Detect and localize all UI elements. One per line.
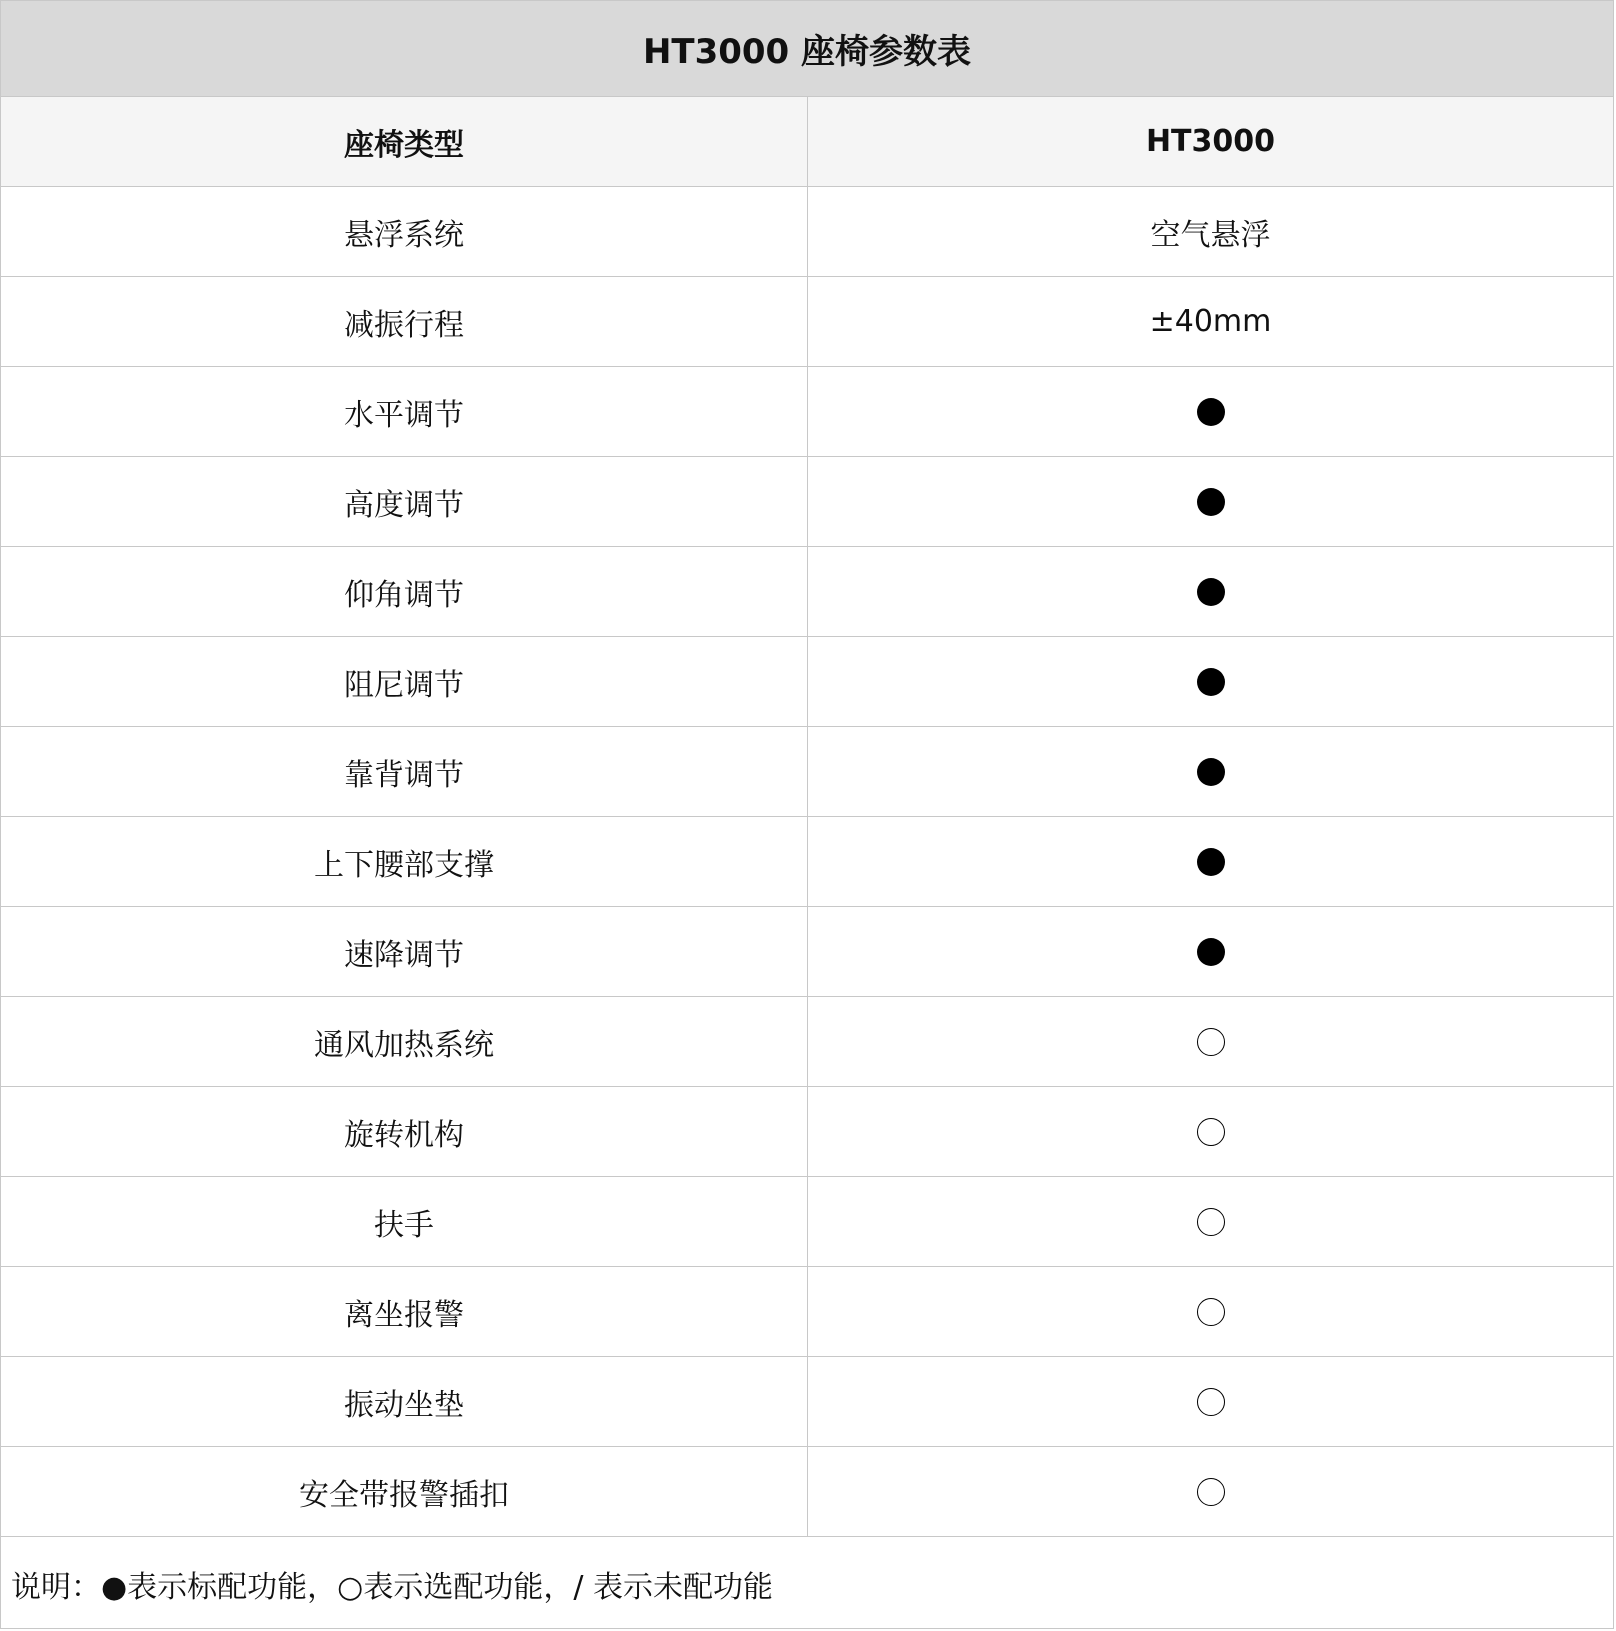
table-title: HT3000 座椅参数表 (1, 1, 1613, 97)
row-value (808, 1177, 1613, 1266)
table-row (1, 547, 1613, 637)
row-label: 离坐报警 (1, 1267, 808, 1356)
table-row (1, 907, 1613, 997)
row-label: 上下腰部支撑 (1, 817, 808, 906)
row-label: 阻尼调节 (1, 637, 808, 726)
row-value (808, 817, 1613, 906)
row-value (808, 1357, 1613, 1446)
row-value: ±40mm (1149, 304, 1272, 339)
header-value: HT3000 (1145, 124, 1276, 159)
table-row (1, 817, 1613, 907)
table-row (1, 277, 1613, 367)
row-value: 空气悬浮 (1150, 217, 1271, 253)
row-label: 安全带报警插扣 (1, 1447, 808, 1536)
table-row (1, 457, 1613, 547)
legend-note: 说明：●表示标配功能，○表示选配功能，/ 表示未配功能 (11, 1570, 773, 1605)
header-row (1, 97, 1613, 187)
row-label: 高度调节 (1, 457, 808, 546)
row-value (808, 997, 1613, 1086)
filled-circle-icon (1197, 578, 1225, 606)
filled-circle-icon (1197, 938, 1225, 966)
hollow-circle-icon (1197, 1028, 1225, 1056)
header-label: 座椅类型 (1, 97, 808, 186)
row-label: 旋转机构 (1, 1087, 808, 1176)
row-value (808, 1267, 1613, 1356)
table-row (1, 1087, 1613, 1177)
row-value (808, 1447, 1613, 1536)
table-row (1, 187, 1613, 277)
row-label: 振动坐垫 (1, 1357, 808, 1446)
table-row (1, 1177, 1613, 1267)
filled-circle-icon (1197, 758, 1225, 786)
table-row (1, 997, 1613, 1087)
hollow-circle-icon (1197, 1118, 1225, 1146)
filled-circle-icon (1197, 488, 1225, 516)
row-value (808, 907, 1613, 996)
table-row (1, 637, 1613, 727)
row-value (808, 547, 1613, 636)
row-value (808, 1087, 1613, 1176)
row-label: 靠背调节 (1, 727, 808, 816)
table-row (1, 1357, 1613, 1447)
hollow-circle-icon (1197, 1208, 1225, 1236)
filled-circle-icon (1197, 398, 1225, 426)
row-label: 减振行程 (1, 277, 808, 366)
table-row (1, 367, 1613, 457)
row-value (808, 367, 1613, 456)
table-row (1, 1447, 1613, 1537)
row-label: 通风加热系统 (1, 997, 808, 1086)
row-label: 仰角调节 (1, 547, 808, 636)
hollow-circle-icon (1197, 1388, 1225, 1416)
row-label: 扶手 (1, 1177, 808, 1266)
table-body (1, 187, 1613, 1537)
table-row (1, 727, 1613, 817)
filled-circle-icon (1197, 848, 1225, 876)
hollow-circle-icon (1197, 1478, 1225, 1506)
table-row (1, 1267, 1613, 1357)
row-value (808, 637, 1613, 726)
row-label: 悬浮系统 (1, 187, 808, 276)
filled-circle-icon (1197, 668, 1225, 696)
row-label: 水平调节 (1, 367, 808, 456)
row-value (808, 727, 1613, 816)
row-label: 速降调节 (1, 907, 808, 996)
hollow-circle-icon (1197, 1298, 1225, 1326)
row-value (808, 457, 1613, 546)
